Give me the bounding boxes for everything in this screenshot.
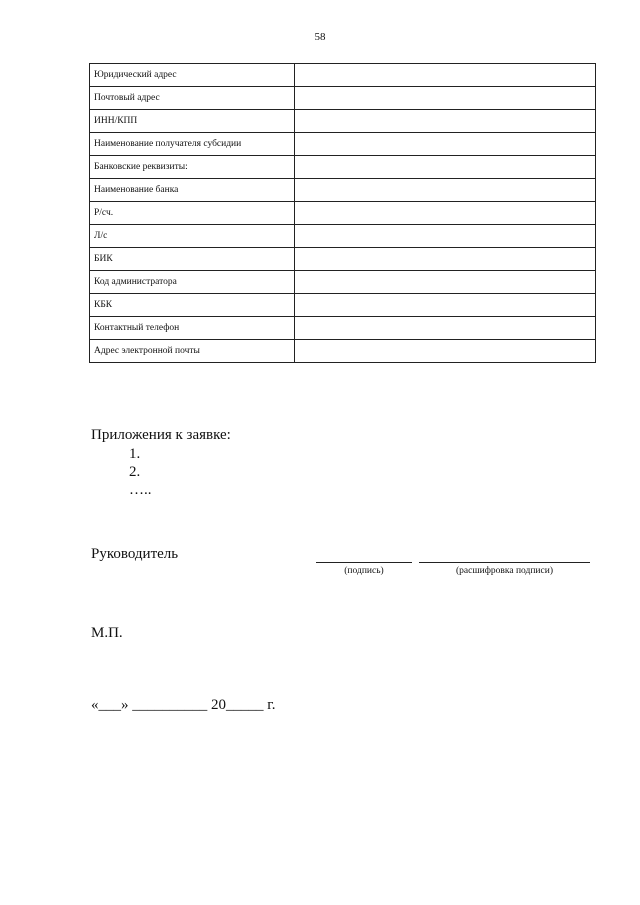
row-value-email[interactable] <box>295 340 596 363</box>
table-row <box>90 225 596 248</box>
head-label: Руководитель <box>91 546 179 562</box>
row-value-recipient-name[interactable] <box>295 133 596 156</box>
row-value-inn-kpp[interactable] <box>295 110 596 133</box>
row-value-bank-details[interactable] <box>295 156 596 179</box>
row-value-settlement-account[interactable] <box>295 202 596 225</box>
row-value-postal-address[interactable] <box>295 87 596 110</box>
signature-decode-caption: (расшифровка подписи) <box>456 566 553 576</box>
row-label-settlement-account: Р/сч. <box>90 202 295 225</box>
attachments-title: Приложения к заявке: <box>91 427 231 443</box>
date-line: «___» __________ 20_____ г. <box>91 697 276 713</box>
table-row <box>90 64 596 87</box>
row-value-kbk[interactable] <box>295 294 596 317</box>
list-item: ….. <box>129 482 152 498</box>
table-row <box>90 156 596 179</box>
row-label-admin-code: Код администратора <box>90 271 295 294</box>
table-row <box>90 87 596 110</box>
signature-line <box>316 562 412 563</box>
row-label-kbk: КБК <box>90 294 295 317</box>
row-label-recipient-name: Наименование получателя субсидии <box>90 133 295 156</box>
table-row <box>90 248 596 271</box>
table-row <box>90 110 596 133</box>
stamp-placeholder: М.П. <box>91 625 123 641</box>
table-row <box>90 179 596 202</box>
page-number: 58 <box>314 31 326 43</box>
row-label-bank-details: Банковские реквизиты: <box>90 156 295 179</box>
table-row <box>90 317 596 340</box>
table-row <box>90 271 596 294</box>
signature-caption: (подпись) <box>344 566 384 576</box>
row-value-phone[interactable] <box>295 317 596 340</box>
requisites-table <box>89 63 596 363</box>
attachments-list <box>91 445 231 499</box>
row-value-bank-name[interactable] <box>295 179 596 202</box>
table-row <box>90 202 596 225</box>
row-value-admin-code[interactable] <box>295 271 596 294</box>
row-label-legal-address: Юридический адрес <box>90 64 295 87</box>
row-label-personal-account: Л/с <box>90 225 295 248</box>
row-label-bik: БИК <box>90 248 295 271</box>
row-label-inn-kpp: ИНН/КПП <box>90 110 295 133</box>
table-row <box>90 294 596 317</box>
table-row <box>90 133 596 156</box>
row-label-bank-name: Наименование банка <box>90 179 295 202</box>
row-value-personal-account[interactable] <box>295 225 596 248</box>
row-label-postal-address: Почтовый адрес <box>90 87 295 110</box>
signature-decode-line <box>419 562 590 563</box>
row-value-legal-address[interactable] <box>295 64 596 87</box>
row-label-email: Адрес электронной почты <box>90 340 295 363</box>
list-item: 2. <box>129 464 141 480</box>
list-item: 1. <box>129 446 141 462</box>
row-label-phone: Контактный телефон <box>90 317 295 340</box>
table-row <box>90 340 596 363</box>
attachments-section <box>91 425 231 499</box>
row-value-bik[interactable] <box>295 248 596 271</box>
